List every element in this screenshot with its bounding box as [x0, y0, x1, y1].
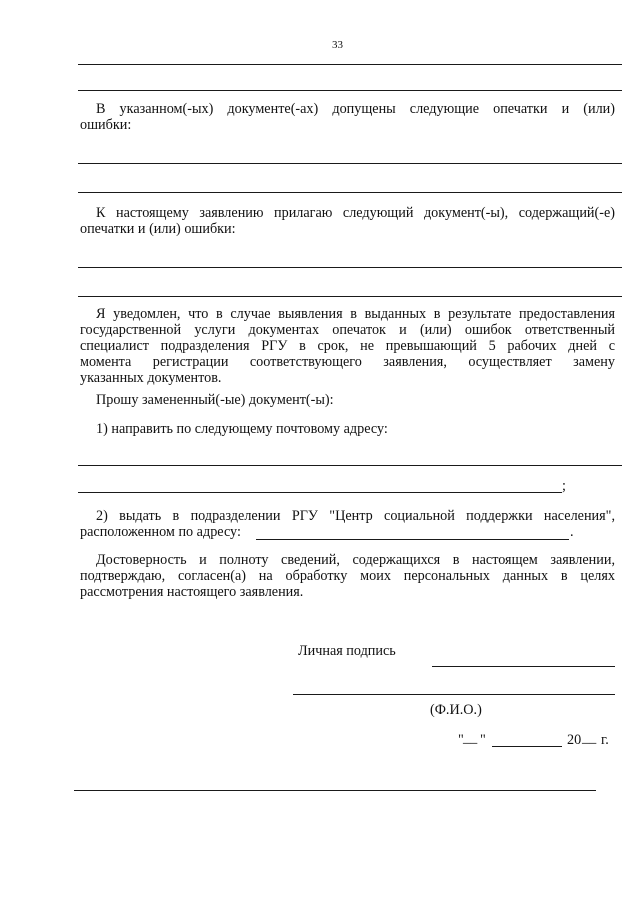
blank-line [78, 163, 622, 164]
errors-paragraph [80, 101, 615, 133]
date-quote-close: " [480, 732, 486, 748]
paragraph-line: опечатки и (или) ошибки: [80, 221, 236, 237]
paragraph-line: указанных документов. [80, 370, 222, 386]
paragraph-line: государственной услуги документах опечаток и (или) ошибок ответственный [80, 322, 615, 338]
date-day-blank[interactable]: __ [463, 730, 478, 746]
paragraph-line: ошибки: [80, 117, 132, 133]
bottom-rule [74, 790, 596, 791]
option-mail-text: 1) направить по следующему почтовому адресу: [96, 421, 388, 437]
pickup-address-field-line[interactable] [256, 539, 569, 540]
date-quote-open: " [458, 732, 464, 748]
blank-line [78, 90, 622, 91]
paragraph-line: В указанном(-ых) документе(-ах) допущены следующие опечатки и (или) [96, 101, 615, 117]
paragraph-line: рассмотрения настоящего заявления. [80, 584, 304, 600]
paragraph-line: Я уведомлен, что в случае выявления в выданных в результате предоставления [96, 306, 615, 322]
paragraph-line: Достоверность и полноту сведений, содержащихся в настоящем заявлении, [96, 552, 615, 568]
page-number: 33 [332, 39, 343, 51]
fio-label: (Ф.И.О.) [430, 702, 482, 718]
address-field-line[interactable] [78, 492, 562, 493]
signature-field-line[interactable] [432, 666, 615, 667]
paragraph-line: К настоящему заявлению прилагаю следующий документ(-ы), содержащий(-е) [96, 205, 615, 221]
semicolon: ; [562, 478, 566, 494]
date-year-prefix: 20 [567, 732, 582, 748]
paragraph-line: специалист подразделения РГУ в срок, не превышающий 5 рабочих дней с [80, 338, 615, 354]
option-pickup-address-label: расположенном по адресу: [80, 524, 241, 540]
signature-label: Личная подпись [298, 643, 396, 659]
attachments-paragraph [80, 205, 615, 237]
paragraph-line: 2) выдать в подразделении РГУ "Центр социальной поддержки населения", [96, 508, 615, 524]
date-year-blank[interactable]: __ [582, 730, 597, 746]
blank-line [78, 267, 622, 268]
paragraph-line: подтверждаю, согласен(а) на обработку моих персональных данных в целях [80, 568, 615, 584]
option-pickup-text [80, 508, 615, 524]
date-suffix: г. [601, 732, 609, 748]
address-field-line[interactable] [78, 465, 622, 466]
blank-line [78, 192, 622, 193]
blank-line [78, 64, 622, 65]
fio-field-line[interactable] [293, 694, 615, 695]
consent-paragraph [80, 552, 615, 600]
date-month-field-line[interactable] [492, 746, 562, 747]
paragraph-line: момента регистрации соответствующего заявления, осуществляет замену [80, 354, 615, 370]
blank-line [78, 296, 622, 297]
request-text: Прошу замененный(-ые) документ(-ы): [96, 392, 334, 408]
period: . [570, 524, 574, 540]
notice-paragraph [80, 306, 615, 386]
